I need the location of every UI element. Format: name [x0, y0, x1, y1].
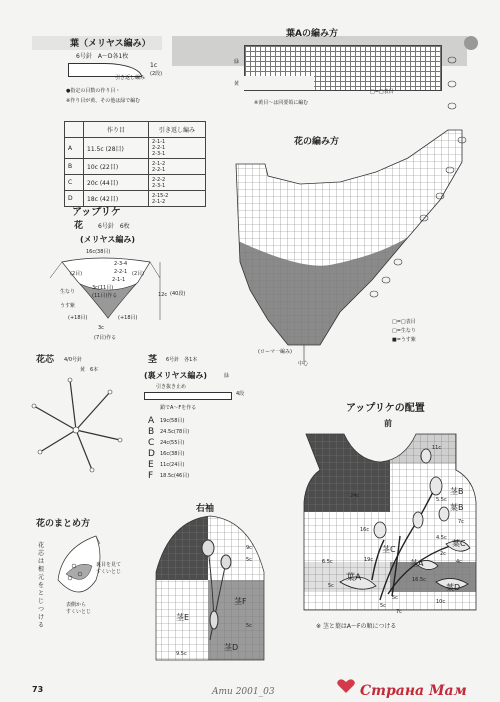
stamen-spec2: 黄 6本: [80, 367, 99, 373]
applique-label: 2-2-1: [114, 269, 128, 275]
placement-label: 16c: [360, 527, 370, 533]
stem-item-id: C: [148, 438, 155, 448]
stem-item-val: 11c(24目): [160, 462, 185, 468]
table-head-cast: 作り目: [84, 122, 149, 138]
leafA-side-yellow: 黄: [234, 81, 240, 87]
stem-item-id: F: [148, 471, 154, 481]
placement-label: 19c: [364, 557, 374, 563]
sleeve-label: 9.5c: [176, 651, 187, 657]
applique-flower-spec: 6号針 6枚: [98, 223, 130, 230]
stem-cast-note: 鎖でA〜Fを作る: [160, 405, 197, 411]
placement-label: 葉D: [446, 583, 461, 592]
sleeve-label: 茎F: [234, 597, 247, 606]
placement-label: 葉A: [346, 573, 362, 583]
stem-item-id: E: [148, 460, 154, 470]
placement-label: 10c: [436, 599, 446, 605]
applique-label: (+18目): [118, 315, 138, 321]
applique-label: (+18目): [68, 315, 88, 321]
applique-flower-subtitle: (メリヤス編み): [80, 235, 135, 244]
leaf-note1: ●指定の目数の作り目・: [66, 88, 121, 94]
placement-label: 5.5c: [436, 497, 447, 503]
stem-item-val: 24c(55目): [160, 440, 185, 446]
row-cast: 18c (42目): [84, 191, 149, 207]
placement-label: 7c: [396, 609, 402, 615]
row-cast: 10c (22目): [84, 159, 149, 175]
stem-item-val: 24.5c(78目): [160, 429, 190, 435]
stem-item-id: A: [148, 416, 155, 426]
leaf-note2: ※作り目が黄、その他は緑で編む: [66, 98, 141, 104]
stem-item-id: B: [148, 427, 155, 437]
assembly-note1: 裏目を見て すくいとじ: [96, 562, 122, 575]
placement-label: 16.5c: [412, 577, 426, 583]
row-id: C: [65, 175, 84, 191]
table-head-short: 引き返し編み: [149, 122, 206, 138]
stem-title: 茎: [148, 355, 158, 365]
leaf-num2: (2段): [150, 71, 163, 77]
row-cast: 11.5c (28目): [84, 138, 149, 159]
placement-label: 24c: [350, 493, 360, 499]
leaf-spec: 6号針 A〜D各1枚: [76, 53, 129, 60]
placement-label: 2c: [440, 551, 446, 557]
leafA-start-note: ※黄目〜は同要領に編む: [254, 100, 309, 106]
flower-legend-3: ■=うす紫: [392, 337, 416, 343]
row-id: D: [65, 191, 84, 207]
stem-note: 引き抜き止め: [156, 384, 187, 390]
applique-dim-bottom2: (7目)作る: [94, 335, 117, 341]
applique-dim-side2: (40段): [170, 291, 186, 297]
applique-label: (2目): [70, 271, 83, 277]
sleeve-label: 5c: [246, 623, 252, 629]
row-short: 2-15-2 2-1-2: [149, 191, 206, 207]
stem-item-val: 19c(58目): [160, 418, 185, 424]
leaf-title: 葉（メリヤス編み）: [70, 39, 151, 49]
assembly-vertical-note: 花芯は根元をとじつける: [38, 542, 45, 629]
flower-legend-1: □=□表目: [392, 319, 416, 325]
sleeve-label: 5c: [246, 557, 252, 563]
sleeve-title: 右袖: [196, 504, 215, 514]
stamen-title: 花芯: [36, 355, 55, 365]
assembly-note2: 表側から すくいとじ: [66, 602, 92, 615]
applique-flower-title: 花: [74, 221, 84, 231]
placement-label: 4.5c: [436, 535, 447, 541]
applique-dim-top: 16c(38目): [86, 249, 111, 255]
stem-color: 緑: [224, 373, 230, 379]
applique-label: 生なり: [60, 289, 76, 295]
sleeve-label: 茎E: [176, 613, 190, 622]
leaf-cast-note: 引き返し編み: [115, 75, 146, 81]
stem-spec: 6号針 各1本: [166, 357, 198, 363]
applique-label: 2-3-4: [114, 261, 128, 267]
sleeve-label: 茎D: [224, 643, 239, 652]
stem-height: 4段: [236, 391, 245, 397]
placement-label: 6.5c: [322, 559, 333, 565]
placement-label: 7c: [458, 519, 464, 525]
logo-icon: [336, 678, 356, 694]
watermark-text: Страна Мам: [360, 683, 467, 699]
leafA-title: 葉Aの編み方: [286, 29, 338, 39]
applique-dim-bottom: 3c: [98, 325, 104, 331]
leafA-side-green: 緑: [234, 59, 240, 65]
applique-dim-side: 12c: [158, 292, 168, 298]
placement-label: 茎C: [382, 545, 396, 554]
flower-legend-2: □=生なり: [392, 328, 416, 334]
placement-label: 5c: [392, 595, 398, 601]
placement-label: 葉B: [450, 503, 464, 512]
assembly-title: 花のまとめ方: [36, 519, 91, 529]
row-short: 2-1-1 2-2-1 2-3-1: [149, 138, 206, 159]
applique-label: 2-1-1: [112, 277, 126, 283]
leaf-num1: 1c: [150, 62, 158, 69]
row-short: 2-1-2 2-2-1: [149, 159, 206, 175]
row-cast: 20c (44目): [84, 175, 149, 191]
placement-title: アップリケの配置: [346, 403, 425, 414]
applique-label: 3c(11目): [92, 285, 114, 291]
placement-label: 4c: [456, 559, 462, 565]
row-short: 2-2-2 2-3-1: [149, 175, 206, 191]
row-id: B: [65, 159, 84, 175]
flower-chart-center: 中心: [298, 361, 309, 367]
placement-label: 5c: [380, 603, 386, 609]
stem-item-val: 16c(38目): [160, 451, 185, 457]
sleeve-label: 9c: [246, 545, 252, 551]
applique-label: (11目)作る: [92, 293, 118, 299]
applique-label: (2目): [132, 271, 145, 277]
applique-label: うす紫: [60, 303, 76, 309]
page-number: 73: [32, 685, 44, 694]
stem-item-id: D: [148, 449, 155, 459]
placement-note: ※ 茎と葉はA〜Fの順につける: [316, 623, 397, 630]
applique-title: アップリケ: [72, 207, 121, 218]
row-id: A: [65, 138, 84, 159]
stem-subtitle: (裏メリヤス編み): [144, 371, 207, 380]
placement-label: 葉C: [452, 539, 466, 548]
placement-label: 11c: [432, 445, 442, 451]
placement-label: 茎A: [410, 559, 424, 568]
placement-label: 5c: [328, 583, 334, 589]
leafA-legend: □=□表目: [370, 89, 394, 95]
flower-chart-title: 花の編み方: [294, 137, 340, 147]
stem-item-val: 18.5c(46目): [160, 473, 190, 479]
magazine-footer: Amu 2001_03: [212, 687, 275, 697]
stamen-spec: 4/0号針: [64, 357, 83, 363]
placement-front: 前: [384, 419, 392, 428]
flower-chart-bottom: (ローマ一編み): [258, 349, 292, 355]
placement-label: 茎B: [450, 487, 464, 496]
